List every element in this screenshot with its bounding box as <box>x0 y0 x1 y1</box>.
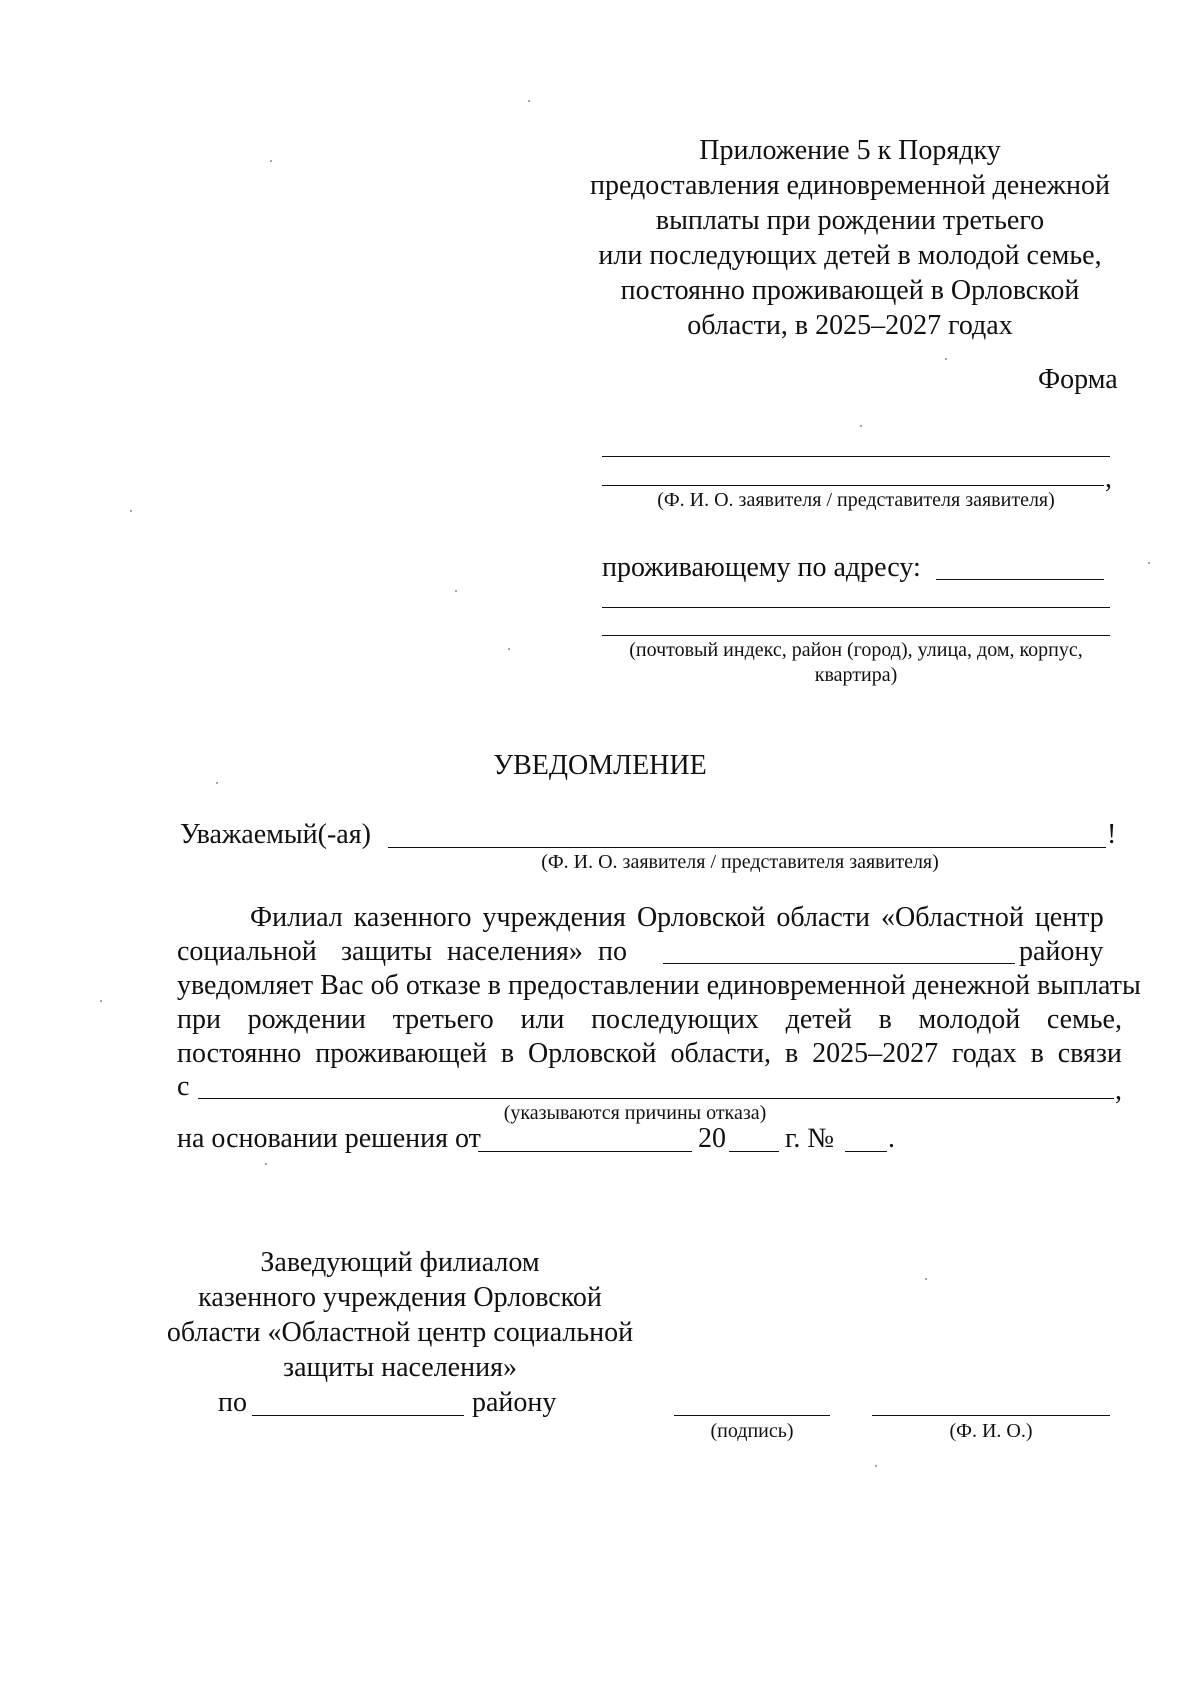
recipient-fio-comma: , <box>1105 463 1112 494</box>
body-word: при <box>177 1004 221 1035</box>
body-line-1 <box>250 901 1120 935</box>
scan-speck <box>875 1465 877 1467</box>
address-label: проживающему по адресу: <box>602 552 921 583</box>
address-line-2[interactable] <box>602 607 1110 608</box>
signature-position-line: защиты населения» <box>283 1352 517 1383</box>
document-title: УВЕДОМЛЕНИЕ <box>493 750 707 781</box>
recipient-fio-caption: (Ф. И. О. заявителя / представителя заявителя) <box>657 489 1055 511</box>
salutation-caption: (Ф. И. О. заявителя / представителя заявителя) <box>541 851 939 873</box>
scan-speck <box>945 358 947 360</box>
signature-district-line[interactable] <box>252 1415 464 1416</box>
recipient-fio-line-2[interactable] <box>602 485 1104 486</box>
signature-position <box>150 1245 650 1385</box>
recipient-fio-line-1[interactable] <box>602 456 1110 457</box>
body-word: семье, <box>1046 1004 1122 1035</box>
scan-speck <box>216 782 218 784</box>
scan-speck <box>270 160 272 162</box>
signature-fio-line[interactable] <box>872 1415 1110 1416</box>
signature-position-line: казенного учреждения Орловской <box>198 1282 602 1313</box>
decision-year-prefix: 20 <box>698 1123 726 1154</box>
body-word: Орловской <box>528 1038 657 1069</box>
reason-line[interactable] <box>198 1098 1114 1099</box>
salutation-label: Уважаемый(-ая) <box>180 819 371 850</box>
decision-year-line[interactable] <box>729 1151 779 1152</box>
body-word: социальной <box>177 936 317 967</box>
body-word: последующих <box>591 1004 759 1035</box>
appendix-line: предоставления единовременной денежной <box>590 170 1110 201</box>
signature-sign-line[interactable] <box>674 1415 830 1416</box>
body-word: рождении <box>247 1004 366 1035</box>
body-word: области, <box>670 1038 772 1069</box>
appendix-line: Приложение 5 к Порядку <box>699 135 1001 166</box>
scan-speck <box>455 590 457 592</box>
reason-caption: (указываются причины отказа) <box>503 1102 767 1124</box>
body-word: в <box>878 1004 892 1035</box>
scan-speck <box>528 100 530 102</box>
salutation-fio-line[interactable] <box>388 847 1106 848</box>
scan-speck <box>1148 562 1150 564</box>
decision-label: на основании решения от <box>177 1123 481 1154</box>
signature-po: по <box>218 1387 247 1418</box>
scan-speck <box>508 648 510 650</box>
body-word: молодой <box>918 1004 1021 1035</box>
address-line-1[interactable] <box>936 579 1104 580</box>
address-line-3[interactable] <box>602 635 1110 636</box>
appendix-line: выплаты при рождении третьего <box>655 205 1045 236</box>
scan-speck <box>860 425 862 427</box>
body-word: населения» <box>447 936 583 967</box>
decision-year-suffix: г. № <box>785 1123 835 1154</box>
decision-date-line[interactable] <box>478 1151 692 1152</box>
scan-speck <box>130 510 132 512</box>
decision-number-line[interactable] <box>845 1151 887 1152</box>
address-caption: (почтовый индекс, район (город), улица, дом, корпус, <box>629 639 1083 661</box>
appendix-line: области, в 2025–2027 годах <box>687 310 1013 341</box>
scan-speck <box>265 1163 267 1165</box>
district-line[interactable] <box>663 963 1015 964</box>
body-word: в <box>500 1038 515 1069</box>
scan-speck <box>925 1278 927 1280</box>
address-caption: квартира) <box>814 664 898 686</box>
body-word: третьего <box>392 1004 494 1035</box>
signature-sign-caption: (подпись) <box>710 1420 794 1442</box>
appendix-line: постоянно проживающей в Орловской <box>620 275 1080 306</box>
decision-end: . <box>888 1123 895 1154</box>
signature-district: району <box>472 1387 557 1418</box>
form-label: Форма <box>1038 364 1118 395</box>
body-word: защиты <box>341 936 433 967</box>
body-text: Филиал казенного учреждения Орловской области «Областной центр <box>250 902 1104 933</box>
body-word: 2025–2027 <box>812 1038 939 1069</box>
body-line-3: уведомляет Вас об отказе в предоставлении единовременной денежной выплаты <box>177 970 1141 1001</box>
scan-speck <box>100 1000 102 1002</box>
appendix-header <box>560 133 1140 343</box>
body-word: в <box>1030 1038 1044 1069</box>
salutation-exclamation: ! <box>1107 819 1117 850</box>
body-line-4 <box>177 1003 1122 1037</box>
appendix-line: или последующих детей в молодой семье, <box>598 240 1102 271</box>
body-word: в <box>784 1038 799 1069</box>
body-word: связи <box>1057 1038 1122 1069</box>
signature-position-line: области «Областной центр социальной <box>166 1317 634 1348</box>
body-line-6-start: с <box>177 1071 190 1102</box>
body-word: годах <box>952 1038 1017 1069</box>
body-word: по <box>598 936 627 967</box>
body-word: или <box>520 1004 565 1035</box>
body-line-6-end: , <box>1115 1075 1122 1106</box>
signature-position-line: Заведующий филиалом <box>260 1247 540 1278</box>
body-word: постоянно <box>177 1038 302 1069</box>
body-word: детей <box>785 1004 852 1035</box>
signature-fio-caption: (Ф. И. О.) <box>949 1420 1033 1442</box>
body-word: проживающей <box>315 1038 487 1069</box>
body-line-5 <box>177 1037 1122 1071</box>
body-word: району <box>1019 936 1104 967</box>
